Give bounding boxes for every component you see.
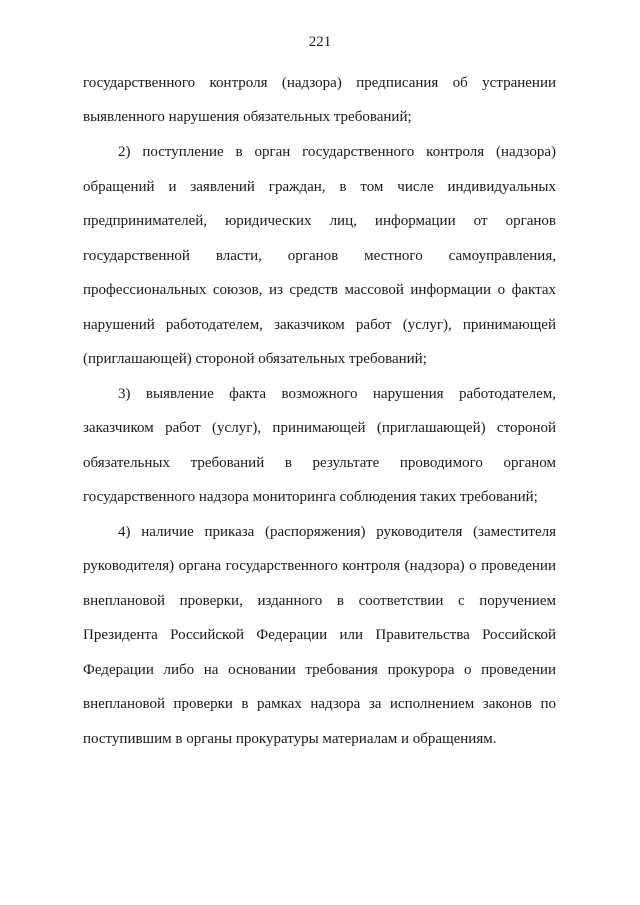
text-line: профессиональных союзов, из средств массовой информации о фактах xyxy=(83,282,556,298)
text-line: обращений и заявлений граждан, в том числе индивидуальных xyxy=(83,179,556,195)
text-line: государственной власти, органов местного самоуправления, xyxy=(83,248,556,264)
list-item-2-start: 2) поступление в орган государственного контроля (надзора) xyxy=(118,144,556,160)
text-line: (приглашающей) стороной обязательных требований; xyxy=(83,351,427,367)
text-line: руководителя) органа государственного контроля (надзора) о проведении xyxy=(83,558,556,574)
text-line: Президента Российской Федерации или Правительства Российской xyxy=(83,627,556,643)
text-line: заказчиком работ (услуг), принимающей (приглашающей) стороной xyxy=(83,420,556,436)
list-item-3-start: 3) выявление факта возможного нарушения работодателем, xyxy=(118,386,556,402)
text-line: внеплановой проверки в рамках надзора за исполнением законов по xyxy=(83,696,556,712)
text-line: внеплановой проверки, изданного в соответствии с поручением xyxy=(83,593,556,609)
text-line: предпринимателей, юридических лиц, информации от органов xyxy=(83,213,556,229)
text-line: нарушений работодателем, заказчиком работ (услуг), принимающей xyxy=(83,317,556,333)
text-line: выявленного нарушения обязательных требований; xyxy=(83,109,412,125)
page-number: 221 xyxy=(308,34,332,50)
text-line: обязательных требований в результате проводимого органом xyxy=(83,455,556,471)
text-line: Федерации либо на основании требования прокурора о проведении xyxy=(83,662,556,678)
text-line: государственного надзора мониторинга соблюдения таких требований; xyxy=(83,489,538,505)
list-item-4-start: 4) наличие приказа (распоряжения) руководителя (заместителя xyxy=(118,524,556,540)
text-line: поступившим в органы прокуратуры материалам и обращениям. xyxy=(83,731,497,747)
text-line: государственного контроля (надзора) предписания об устранении xyxy=(83,75,556,91)
